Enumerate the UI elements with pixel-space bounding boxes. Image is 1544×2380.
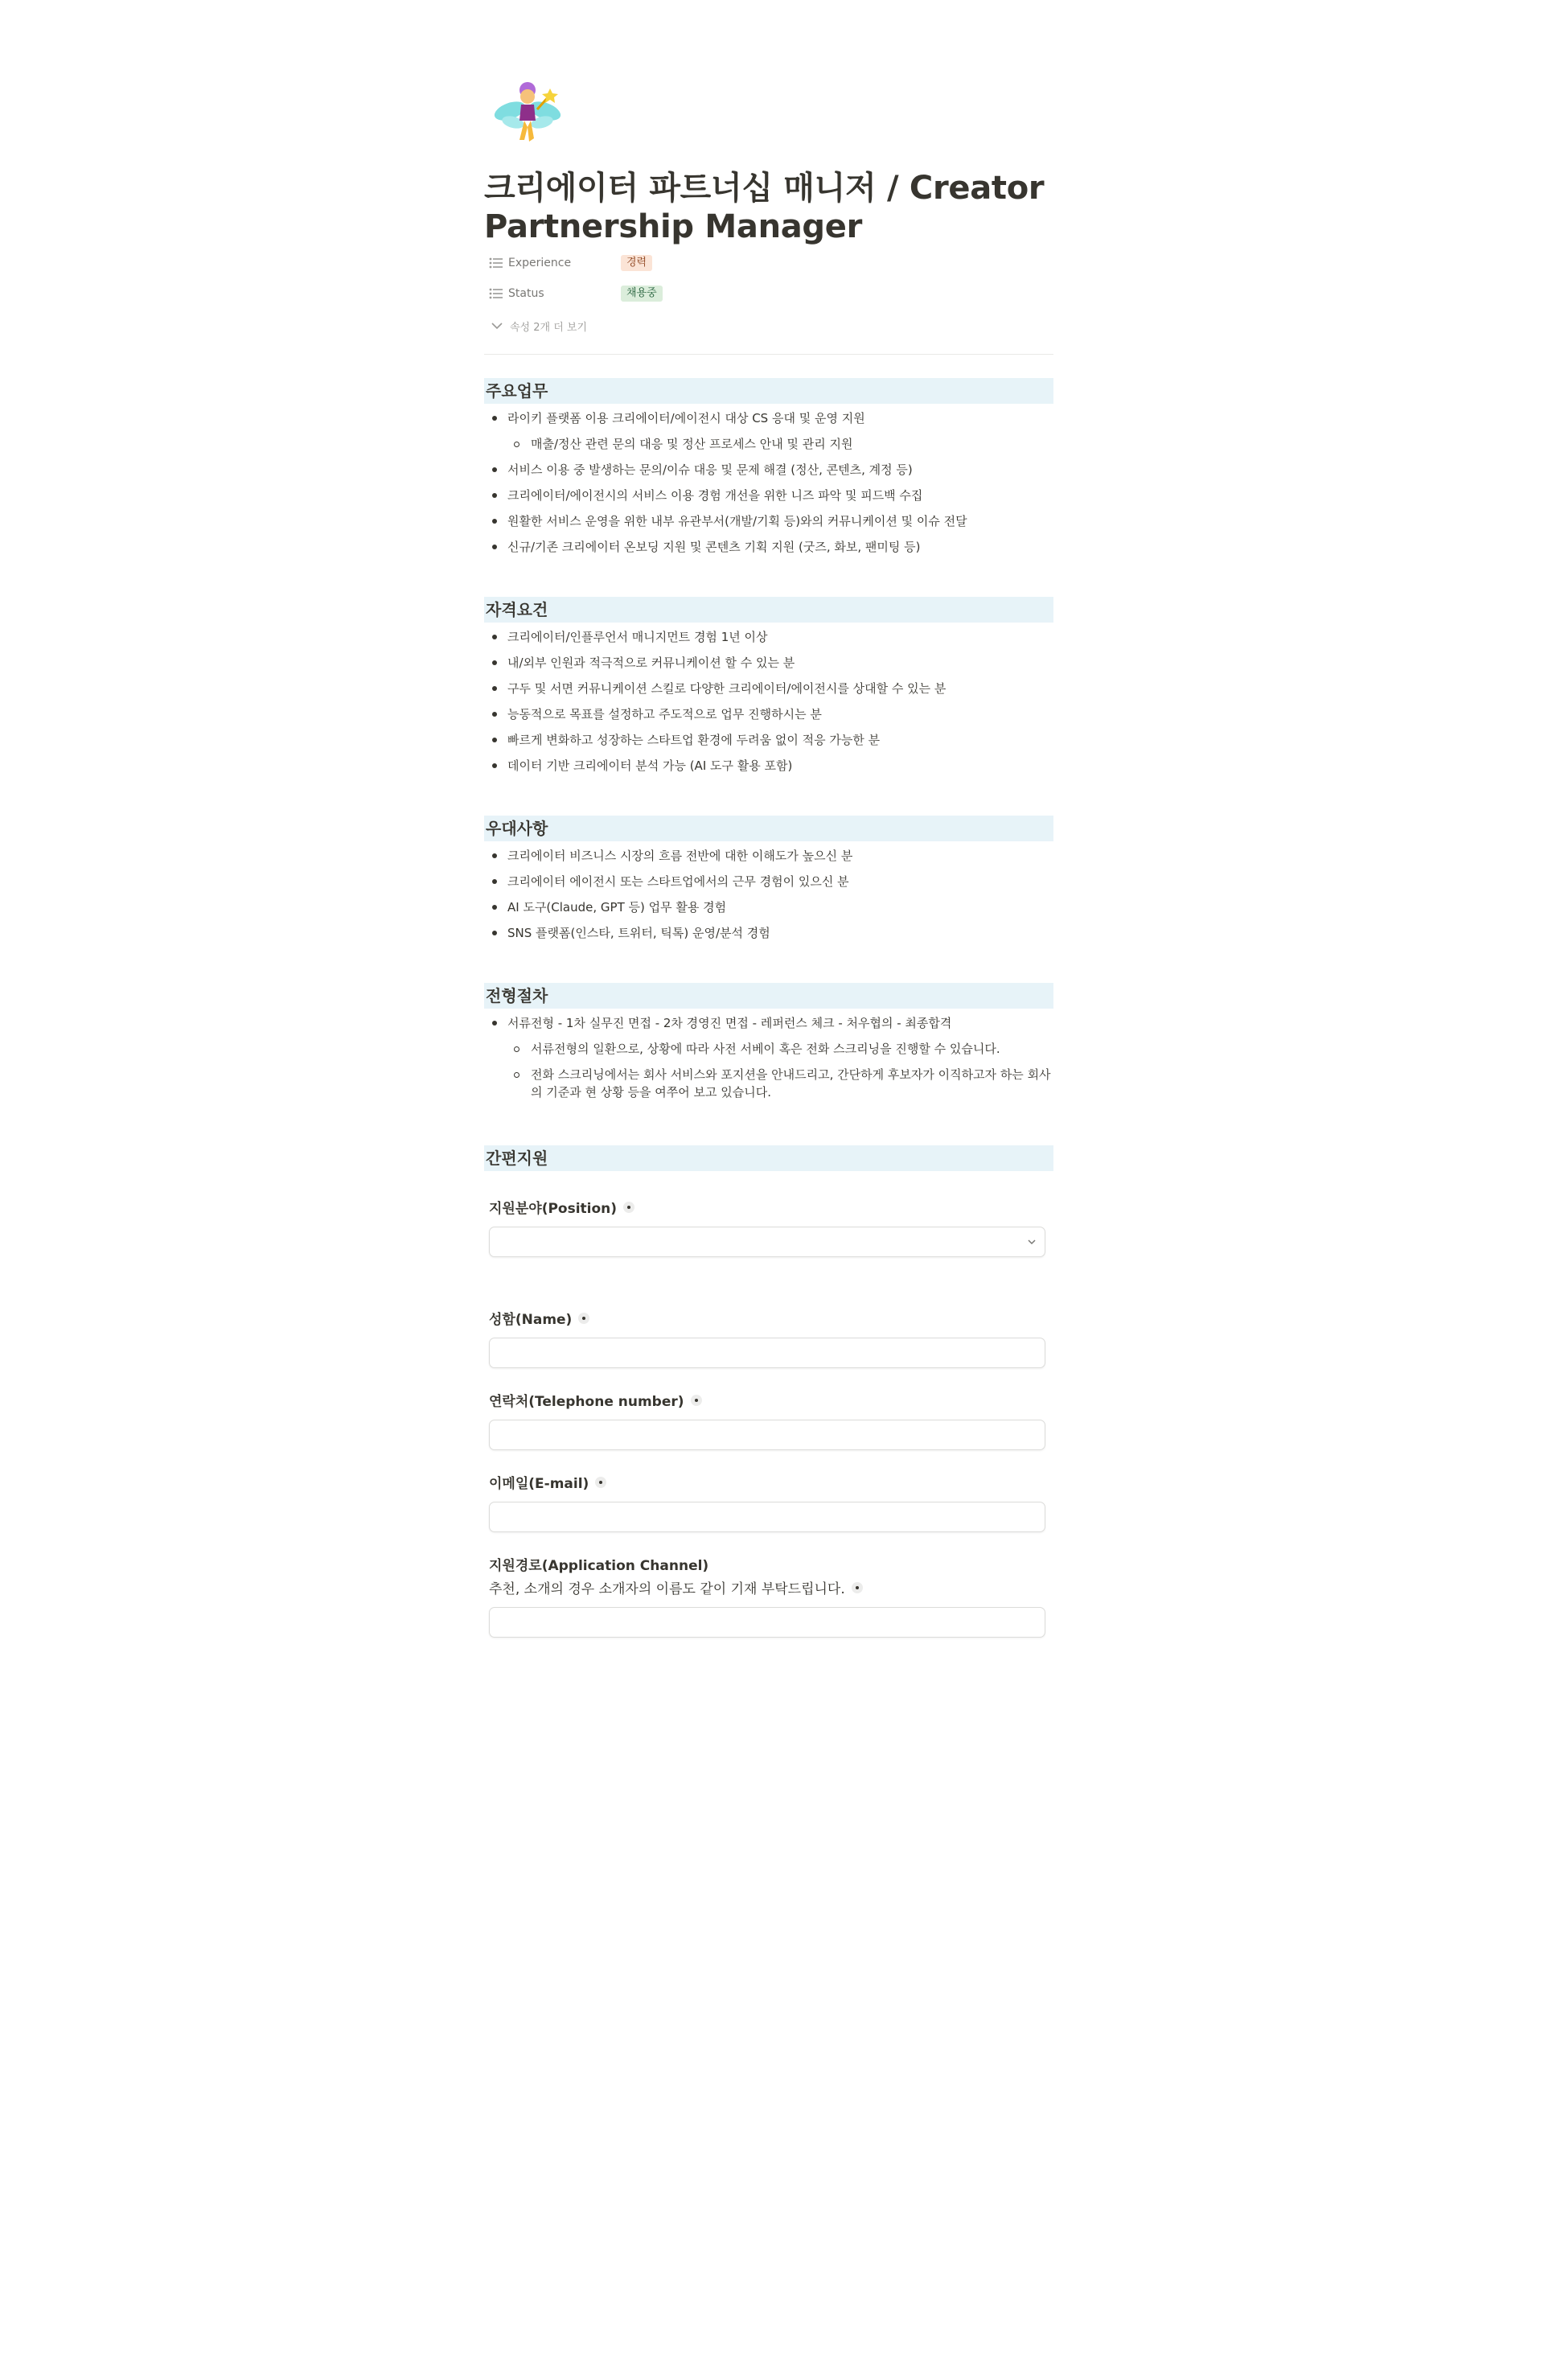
email-field [489, 1472, 1045, 1532]
sub-list [484, 431, 1053, 457]
list-item: 크리에이터 에이전시 또는 스타트업에서의 근무 경험이 있으신 분 [484, 869, 1053, 894]
list-item: 구두 및 서면 커뮤니케이션 스킬로 다양한 크리에이터/에이전시를 상대할 수 있는 분 [484, 676, 1053, 701]
section-preferred [484, 816, 1053, 946]
list-item: 서류전형의 일환으로, 상황에 따라 사전 서베이 혹은 전화 스크리닝을 진행할 수 있습니다. [484, 1036, 1053, 1062]
list-item: 서비스 이용 중 발생하는 문의/이슈 대응 및 문제 해결 (정산, 콘텐츠, 계정 등) [484, 457, 1053, 483]
section-heading: 우대사항 [484, 816, 1053, 841]
required-icon [691, 1395, 702, 1406]
required-icon [595, 1477, 606, 1488]
phone-input[interactable] [489, 1420, 1045, 1450]
required-icon [852, 1582, 863, 1593]
name-field [489, 1308, 1045, 1368]
list-item: 서류전형 - 1차 실무진 면접 - 2차 경영진 면접 - 레퍼런스 체크 - 처우협의 - 최종합격 [484, 1010, 1053, 1036]
list-item: 전화 스크리닝에서는 회사 서비스와 포지션을 안내드리고, 간단하게 후보자가 이직하고자 하는 회사의 기준과 현 상황 등을 여쭈어 보고 있습니다. [484, 1062, 1053, 1105]
channel-input[interactable] [489, 1607, 1045, 1638]
list-item: 데이터 기반 크리에이터 분석 가능 (AI 도구 활용 포함) [484, 753, 1053, 779]
list-property-icon [489, 257, 505, 269]
list-item: 크리에이터 비즈니스 시장의 흐름 전반에 대한 이해도가 높으신 분 [484, 843, 1053, 869]
list-item: 원활한 서비스 운영을 위한 내부 유관부서(개발/기획 등)와의 커뮤니케이션 및 이슈 전달 [484, 508, 1053, 534]
name-input[interactable] [489, 1338, 1045, 1368]
bullet-list [484, 624, 1053, 779]
field-label: 이메일(E-mail) [489, 1472, 1045, 1492]
page-title: 크리에이터 파트너십 매니저 / Creator Partnership Manager [484, 170, 1045, 245]
chevron-down-icon [489, 320, 505, 331]
section-duties [484, 378, 1053, 560]
position-field [489, 1197, 1045, 1257]
experience-tag: 경력 [621, 255, 652, 271]
property-name: Status [508, 287, 544, 300]
list-item: 매출/정산 관련 문의 대응 및 정산 프로세스 안내 및 관리 지원 [484, 431, 1053, 457]
fairy-emoji-icon[interactable] [491, 77, 565, 151]
sub-list [484, 1036, 1053, 1105]
section-heading: 자격요건 [484, 597, 1053, 623]
field-helper-text: 추천, 소개의 경우 소개자의 이름도 같이 기재 부탁드립니다. [489, 1577, 1045, 1597]
bullet-list [484, 843, 1053, 946]
list-item: 내/외부 인원과 적극적으로 커뮤니케이션 할 수 있는 분 [484, 650, 1053, 676]
list-property-icon [489, 288, 505, 299]
field-label: 지원분야(Position) [489, 1197, 1045, 1217]
section-requirements [484, 597, 1053, 779]
field-label: 연락처(Telephone number) [489, 1390, 1045, 1410]
field-label: 지원경로(Application Channel) [489, 1558, 709, 1574]
section-apply [484, 1145, 1053, 1171]
bullet-list [484, 405, 1053, 431]
required-icon [623, 1202, 634, 1213]
list-item: 능동적으로 목표를 설정하고 주도적으로 업무 진행하시는 분 [484, 701, 1053, 727]
channel-field [489, 1554, 1045, 1638]
show-more-properties-label: 속성 2개 더 보기 [510, 321, 588, 334]
list-item: SNS 플랫폼(인스타, 트위터, 틱톡) 운영/분석 경험 [484, 920, 1053, 946]
divider [484, 354, 1053, 355]
section-process [484, 983, 1053, 1105]
status-tag: 채용중 [621, 286, 663, 302]
bullet-list [484, 1010, 1053, 1036]
property-row-experience[interactable] [484, 251, 652, 275]
property-name: Experience [508, 257, 572, 269]
required-icon [578, 1313, 589, 1324]
position-select[interactable] [489, 1227, 1045, 1257]
section-heading: 전형절차 [484, 983, 1053, 1009]
chevron-down-icon [1027, 1237, 1037, 1247]
bullet-list [484, 457, 1053, 560]
show-more-properties-button[interactable] [484, 314, 587, 337]
section-heading: 주요업무 [484, 378, 1053, 404]
property-row-status[interactable] [484, 282, 663, 306]
list-item: 빠르게 변화하고 성장하는 스타트업 환경에 두려움 없이 적응 가능한 분 [484, 727, 1053, 753]
list-item: 크리에이터/인플루언서 매니지먼트 경험 1년 이상 [484, 624, 1053, 650]
field-label: 성함(Name) [489, 1308, 1045, 1328]
list-item: 라이키 플랫폼 이용 크리에이터/에이전시 대상 CS 응대 및 운영 지원 [484, 405, 1053, 431]
list-item: 크리에이터/에이전시의 서비스 이용 경험 개선을 위한 니즈 파악 및 피드백 수집 [484, 483, 1053, 508]
section-heading: 간편지원 [484, 1145, 1053, 1171]
email-input[interactable] [489, 1502, 1045, 1532]
phone-field [489, 1390, 1045, 1450]
list-item: 신규/기존 크리에이터 온보딩 지원 및 콘텐츠 기획 지원 (굿즈, 화보, 팬미팅 등) [484, 534, 1053, 560]
list-item: AI 도구(Claude, GPT 등) 업무 활용 경험 [484, 894, 1053, 920]
